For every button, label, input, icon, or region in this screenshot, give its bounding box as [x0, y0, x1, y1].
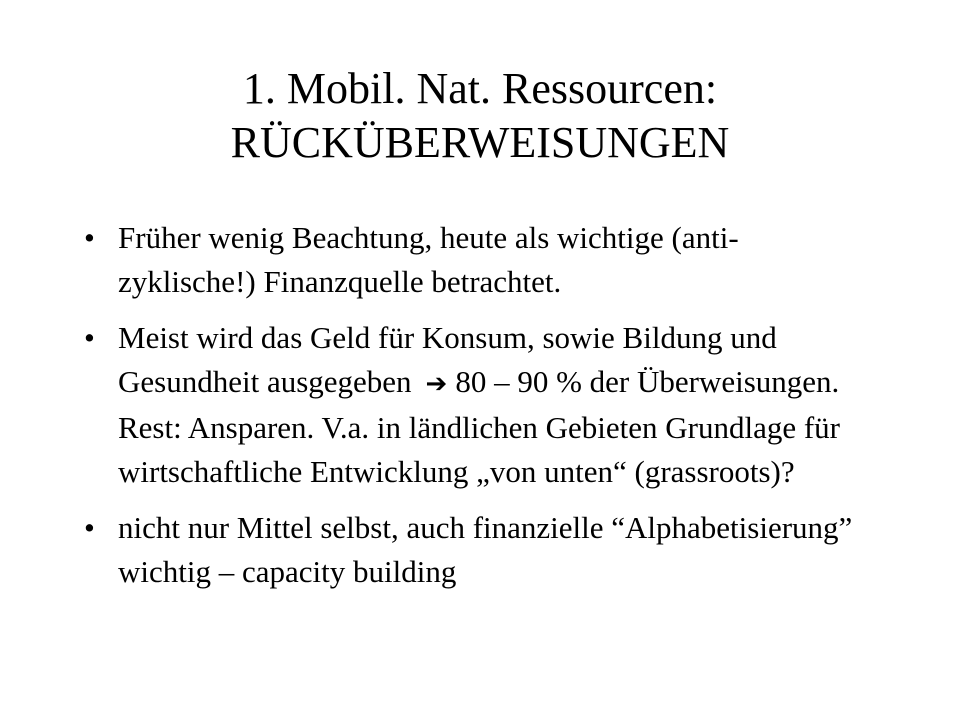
- title-line-2: RÜCKÜBERWEISUNGEN: [230, 118, 730, 167]
- slide-title: [0, 62, 960, 170]
- bullet-item-1: [84, 216, 864, 304]
- bullet-item-2: [84, 316, 864, 494]
- bullet-text-1: Früher wenig Beachtung, heute als wichtige (anti-zyklische!) Finanzquelle betrachtet.: [118, 220, 739, 299]
- bullet-text-2-before-arrow: Meist wird das Geld für Konsum, sowie Bildung und Gesundheit ausgegeben: [118, 320, 777, 399]
- bullet-dot-icon: •: [84, 220, 95, 255]
- bullet-dot-icon: •: [84, 320, 95, 355]
- bullet-list: [84, 216, 864, 606]
- bullet-item-3: [84, 506, 864, 594]
- bullet-text-3: nicht nur Mittel selbst, auch finanzielle “Alphabetisierung” wichtig – capacity building: [118, 510, 853, 589]
- title-line-1: 1. Mobil. Nat. Ressourcen:: [242, 64, 718, 113]
- right-arrow-icon: ➔: [425, 369, 448, 399]
- bullet-text-2: [118, 316, 864, 494]
- bullet-text-2-after-arrow: 80 – 90 % der Überweisungen. Rest: Ansparen. V.a. in ländlichen Gebieten Grundlage für wirtschaftliche Entwicklung „von unten“ (grassroots)?: [118, 364, 841, 489]
- bullet-dot-icon: •: [84, 510, 95, 545]
